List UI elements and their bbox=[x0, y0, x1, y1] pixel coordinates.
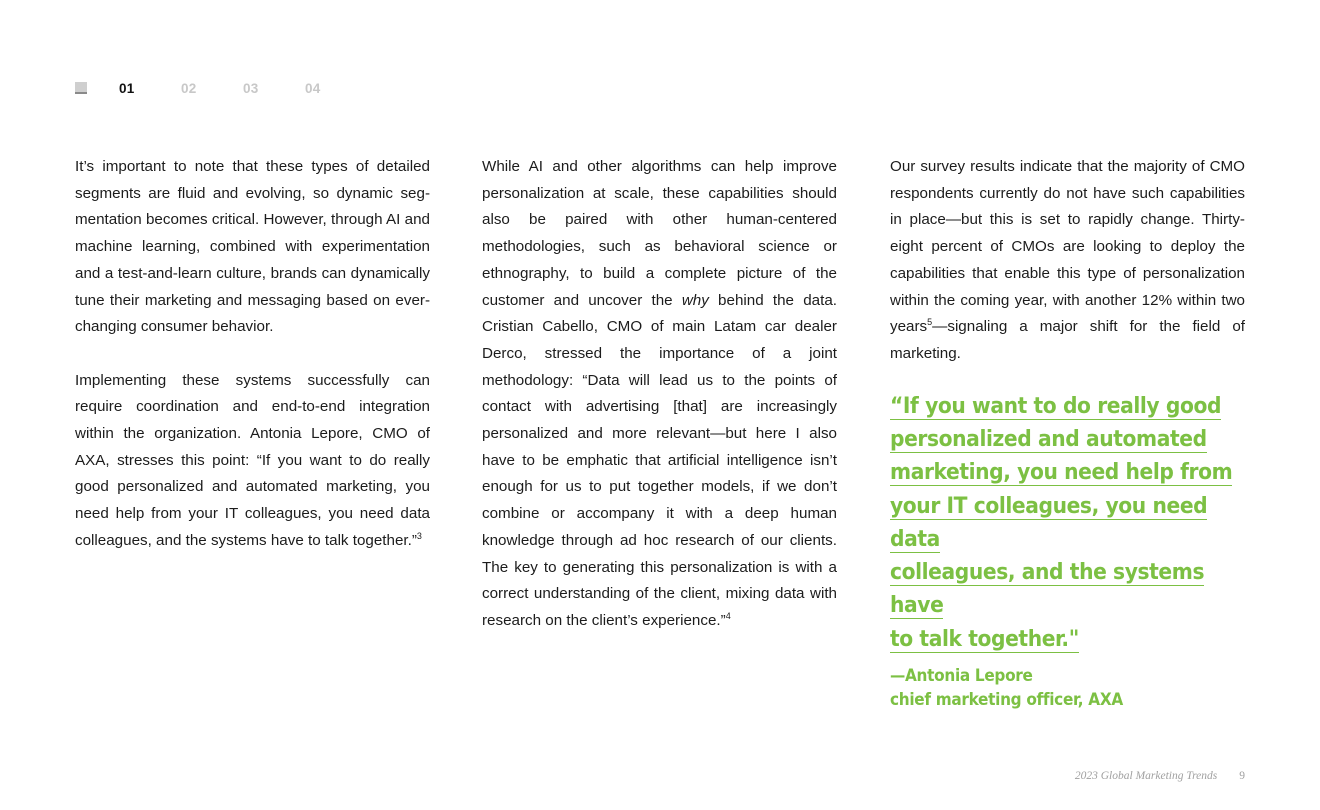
quote-attribution bbox=[890, 664, 1245, 712]
col3-text-part2: —signaling a major shift for the field of marketing. bbox=[890, 318, 1245, 362]
pull-quote-line: colleagues, and the systems have bbox=[890, 559, 1205, 619]
col3-text-part1: Our survey results indicate that the majority of CMO respondents currently do not have such capabilities in place—but this is set to rapidly change. Thirty-eight percent of CMOs are looking to deploy the capabilities that enable this type of personalization within the coming year, with another 12% within two years bbox=[890, 158, 1245, 336]
pull-quote-line: marketing, you need help from bbox=[890, 459, 1233, 486]
col2-text-part2: behind the data. Cristian Cabello, CMO of main Latam car dealer Derco, stressed the importance of a joint methodology: “Data will lead us to the points of contact with advertising [that] are increasingly personalized and more relevant—but here I also have to be emphatic that artificial intelligence isn’t enough for us to put together models, if we don’t combine or accompany it with a deep human knowledge through ad hoc research of our clients. The key to generating this personalization is with a correct understanding of the client, mixing data with research on the client’s experience.” bbox=[482, 291, 837, 629]
page-footer bbox=[1075, 770, 1245, 782]
tab-01[interactable]: 01 bbox=[119, 80, 135, 96]
pull-quote-line: your IT colleagues, you need data bbox=[890, 492, 1208, 552]
col2-italic-why: why bbox=[681, 291, 709, 309]
tab-03[interactable]: 03 bbox=[243, 80, 259, 96]
page-number: 9 bbox=[1239, 770, 1245, 782]
pull-quote-line: personalized and automated bbox=[890, 425, 1207, 452]
attribution-name: —Antonia Lepore bbox=[890, 666, 1033, 686]
pull-quote-line: “If you want to do really good bbox=[890, 392, 1222, 419]
col1-paragraph-1: It’s important to note that these types of detailed segments are fluid and evolving, so dynamic segmentation becomes critical. However, through AI and machine learning, combined with experimentation and a test-and-learn culture, brands can dynamically tune their marketing and messaging based on ever-changing consumer behavior. bbox=[75, 158, 430, 336]
tab-02[interactable]: 02 bbox=[181, 80, 197, 96]
footnote-ref-5[interactable]: 5 bbox=[927, 317, 933, 328]
footnote-ref-3[interactable]: 3 bbox=[416, 530, 422, 541]
col1-paragraph-2-text: Implementing these systems successfully can require coordination and end-to-end integration within the organization. Antonia Lepore, CMO of AXA, stresses this point: “If you want to do really good personalized and automated marketing, you need help from your IT colleagues, you need data colleagues, and the systems have to talk together.” bbox=[75, 371, 430, 549]
column-2 bbox=[482, 154, 837, 661]
col2-paragraph-1 bbox=[482, 154, 837, 635]
footnote-ref-4[interactable]: 4 bbox=[725, 610, 731, 621]
tab-04[interactable]: 04 bbox=[305, 80, 321, 96]
column-3 bbox=[890, 154, 1245, 712]
footer-title: 2023 Global Marketing Trends bbox=[1074, 770, 1218, 782]
col1-paragraph-2 bbox=[75, 368, 430, 555]
column-1 bbox=[75, 154, 430, 581]
pull-quote bbox=[890, 390, 1245, 656]
attribution-title: chief marketing officer, AXA bbox=[890, 690, 1123, 710]
menu-icon[interactable] bbox=[75, 82, 87, 94]
col3-paragraph-1 bbox=[890, 154, 1245, 368]
section-nav bbox=[75, 80, 367, 96]
col2-text-part1: While AI and other algorithms can help improve personalization at scale, these capabilities should also be paired with other human-centered methodologies, such as behavioral science or ethnography, to build a complete picture of the customer and uncover the bbox=[482, 158, 837, 309]
pull-quote-line: to talk together." bbox=[890, 625, 1079, 652]
